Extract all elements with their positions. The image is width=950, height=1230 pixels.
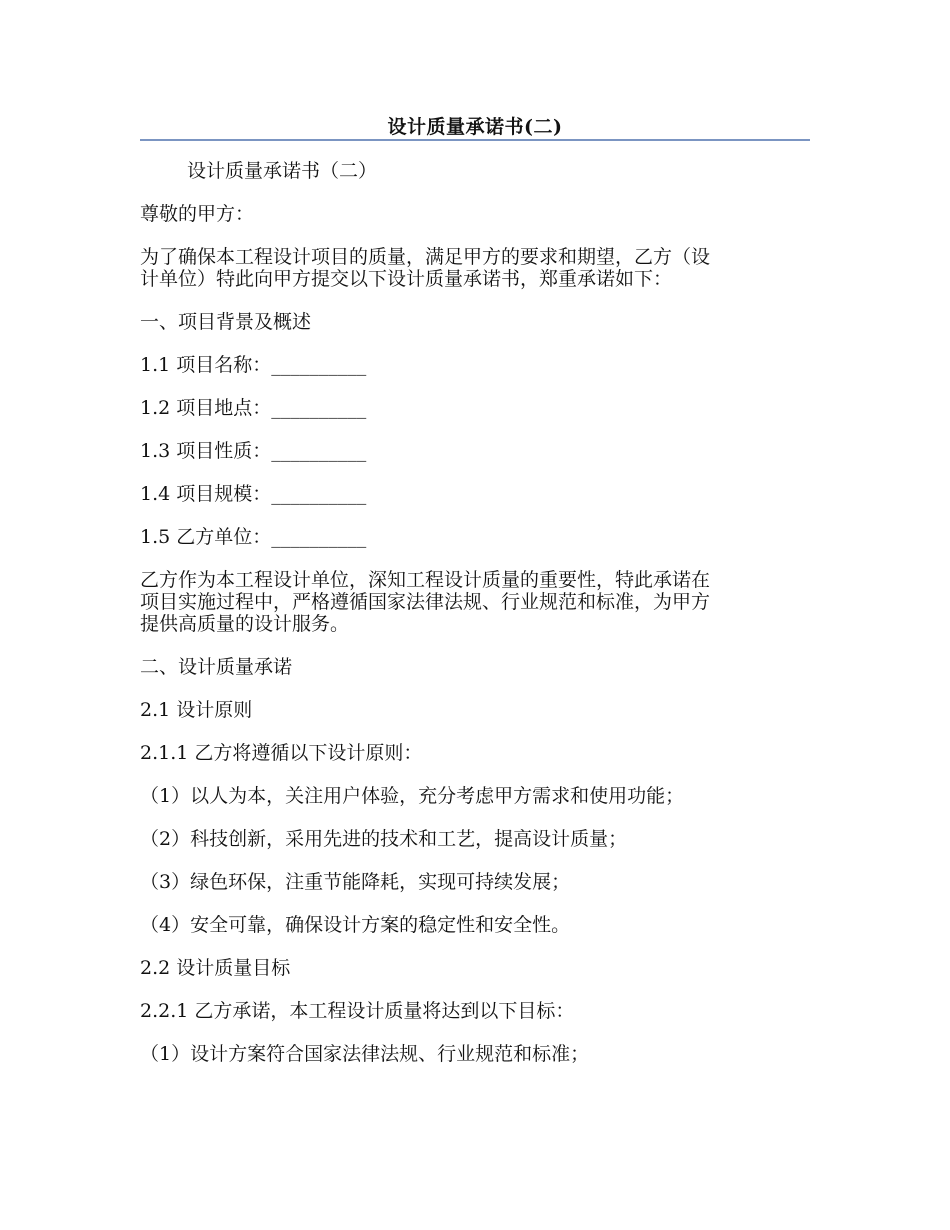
principle-item-4: （4）安全可靠，确保设计方案的稳定性和安全性。 xyxy=(140,914,571,936)
party-b-unit-field: 1.5 乙方单位：__________ xyxy=(140,526,367,548)
clause-2-1-1: 2.1.1 乙方将遵循以下设计原则： xyxy=(140,742,423,764)
subtitle-paragraph: 设计质量承诺书（二） xyxy=(187,160,378,182)
intro-paragraph: 为了确保本工程设计项目的质量，满足甲方的要求和期望，乙方（设 计单位）特此向甲方提交以下设计质量承诺书，郑重承诺如下： xyxy=(140,246,711,290)
principle-item-2: （2）科技创新，采用先进的技术和工艺，提高设计质量； xyxy=(140,828,628,850)
project-location-field: 1.2 项目地点：__________ xyxy=(140,397,367,419)
section-heading-2: 二、设计质量承诺 xyxy=(140,656,293,678)
clause-2-2-1: 2.2.1 乙方承诺，本工程设计质量将达到以下目标： xyxy=(140,1000,575,1022)
project-nature-field: 1.3 项目性质：__________ xyxy=(140,440,367,462)
document-title: 设计质量承诺书(二) xyxy=(387,116,563,138)
principle-item-3: （3）绿色环保，注重节能降耗，实现可持续发展； xyxy=(140,871,571,893)
title-underline xyxy=(140,139,810,141)
project-scale-field: 1.4 项目规模：__________ xyxy=(140,483,367,505)
salutation: 尊敬的甲方： xyxy=(140,203,255,225)
subsection-2-1: 2.1 设计原则 xyxy=(140,699,253,721)
target-item-1: （1）设计方案符合国家法律法规、行业规范和标准； xyxy=(140,1043,590,1065)
subsection-2-2: 2.2 设计质量目标 xyxy=(140,957,291,979)
principle-item-1: （1）以人为本，关注用户体验，充分考虑甲方需求和使用功能； xyxy=(140,785,685,807)
project-name-field: 1.1 项目名称：__________ xyxy=(140,354,367,376)
document-body xyxy=(140,160,800,1065)
section-heading-1: 一、项目背景及概述 xyxy=(140,311,312,333)
commitment-paragraph: 乙方作为本工程设计单位，深知工程设计质量的重要性，特此承诺在 项目实施过程中，严格遵循国家法律法规、行业规范和标准，为甲方 提供高质量的设计服务。 xyxy=(140,569,711,635)
